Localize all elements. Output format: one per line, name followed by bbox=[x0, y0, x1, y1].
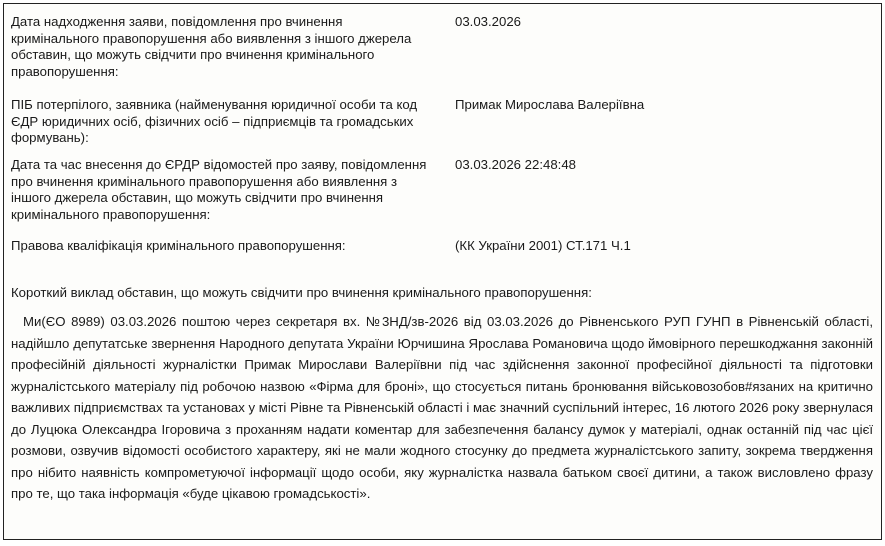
field-value: Примак Мирослава Валеріївна bbox=[455, 97, 645, 112]
field-label: Дата та час внесення до ЄРДР відомостей про заяву, повідомлення про вчинення кримінального правопорушення або виявлення з іншого джерела обставин, що можуть свідчити про вчинення кримінального правопорушення: bbox=[11, 157, 427, 222]
summary-body bbox=[11, 311, 873, 505]
summary-title: Короткий виклад обставин, що можуть свідчити про вчинення кримінального правопорушення: bbox=[11, 285, 592, 300]
field-value: 03.03.2026 bbox=[455, 14, 522, 29]
field-value: 03.03.2026 22:48:48 bbox=[455, 157, 576, 172]
document-sheet bbox=[3, 3, 882, 540]
summary-text: Ми(ЄО 8989) 03.03.2026 поштою через секретаря вх. №3НД/зв-2026 від 03.03.2026 до Рівненського РУП ГУНП в Рівненській області, надійшло депутатське звернення Народного депутата України Юрчишина Ярослава Романовича щодо ймовірного перешкоджання законній професійній діяльності журналістки Примак Мирослави Валеріївни під час здійснення законної професійної діяльності та підготовки журналістського матеріалу під робочою назвою «Фірма для броні», що стосується питань бронювання військовозобов#язаних на критично важливих підприємствах та установах у місті Рівне та Рівненській області і має значний суспільний інтерес, 16 лютого 2026 року звернулася до Луцюка Олександра Ігоровича з проханням надати коментар для забезпечення балансу думок у матеріалі, однак останній під час цієї розмови, озвучив відомості особистого характеру, які не мали жодного стосунку до предмета журналістського запиту, зокрема твердження про нібито наявність компрометуючої інформації щодо особи, яку журналістка назвала батьком своєї дитини, а також висловлено фразу про те, що така інформація «буде цікавою громадськості». bbox=[11, 314, 873, 501]
field-value: (КК України 2001) СТ.171 Ч.1 bbox=[455, 238, 631, 253]
field-label: Правова кваліфікація кримінального правопорушення: bbox=[11, 238, 346, 253]
field-label: ПІБ потерпілого, заявника (найменування юридичної особи та код ЄДР юридичних осіб, фізичних осіб – підприємців та громадських формувань): bbox=[11, 97, 418, 146]
field-label: Дата надходження заяви, повідомлення про вчинення кримінального правопорушення або виявлення з іншого джерела обставин, що можуть свідчити про вчинення кримінального правопорушення: bbox=[11, 14, 412, 79]
